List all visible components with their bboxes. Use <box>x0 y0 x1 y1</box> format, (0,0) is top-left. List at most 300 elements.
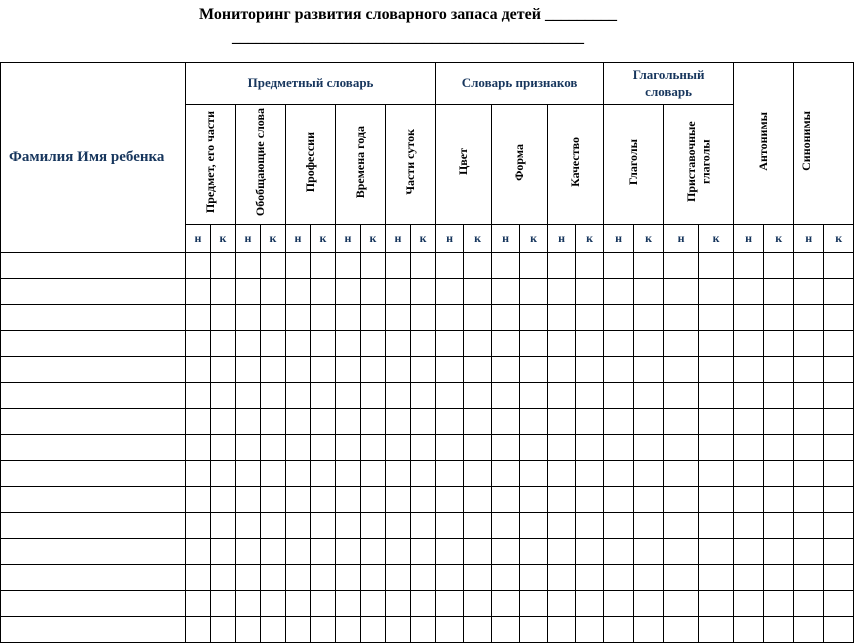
score-cell <box>604 487 634 513</box>
score-cell <box>634 383 664 409</box>
score-cell <box>336 305 361 331</box>
score-cell <box>464 305 492 331</box>
student-name-cell <box>1 591 186 617</box>
score-cell <box>336 357 361 383</box>
score-cell <box>186 253 211 279</box>
score-cell <box>261 435 286 461</box>
score-cell <box>411 487 436 513</box>
score-cell <box>520 253 548 279</box>
score-cell <box>464 409 492 435</box>
marker-n: н <box>604 225 634 253</box>
score-cell <box>664 591 699 617</box>
column-label: Качество <box>568 137 583 187</box>
score-cell <box>211 591 236 617</box>
score-cell <box>824 383 854 409</box>
column-header-prefixed-verbs <box>664 105 734 225</box>
score-cell <box>520 409 548 435</box>
score-cell <box>764 461 794 487</box>
score-cell <box>286 279 311 305</box>
score-cell <box>186 279 211 305</box>
column-header-synonyms-label: Синонимы <box>799 111 814 171</box>
score-cell <box>464 513 492 539</box>
score-cell <box>261 487 286 513</box>
score-cell <box>794 487 824 513</box>
score-cell <box>824 591 854 617</box>
score-cell <box>824 331 854 357</box>
score-cell <box>411 331 436 357</box>
score-cell <box>794 279 824 305</box>
score-cell <box>604 279 634 305</box>
marker-k: к <box>634 225 664 253</box>
column-label: Глаголы <box>626 138 641 186</box>
score-cell <box>464 565 492 591</box>
table-row <box>1 305 854 331</box>
marker-k: к <box>520 225 548 253</box>
score-cell <box>604 331 634 357</box>
score-cell <box>634 565 664 591</box>
score-cell <box>436 305 464 331</box>
score-cell <box>576 383 604 409</box>
score-cell <box>699 305 734 331</box>
score-cell <box>436 409 464 435</box>
score-cell <box>794 253 824 279</box>
score-cell <box>764 357 794 383</box>
score-cell <box>664 331 699 357</box>
student-name-cell <box>1 513 186 539</box>
score-cell <box>286 409 311 435</box>
score-cell <box>604 305 634 331</box>
table-row <box>1 539 854 565</box>
column-header-antonyms <box>734 63 794 225</box>
score-cell <box>604 565 634 591</box>
score-cell <box>520 357 548 383</box>
score-cell <box>211 305 236 331</box>
score-cell <box>464 331 492 357</box>
score-cell <box>604 435 634 461</box>
score-cell <box>548 461 576 487</box>
marker-n: н <box>734 225 764 253</box>
score-cell <box>436 331 464 357</box>
score-cell <box>520 487 548 513</box>
marker-k: к <box>261 225 286 253</box>
score-cell <box>386 383 411 409</box>
score-cell <box>492 617 520 643</box>
score-cell <box>576 409 604 435</box>
student-name-cell <box>1 487 186 513</box>
score-cell <box>436 435 464 461</box>
score-cell <box>548 279 576 305</box>
score-cell <box>436 591 464 617</box>
column-label: Предмет, его части <box>203 110 218 214</box>
score-cell <box>576 461 604 487</box>
score-cell <box>699 383 734 409</box>
score-cell <box>464 461 492 487</box>
column-label: Обобщающие слова <box>253 107 268 217</box>
marker-k: к <box>824 225 854 253</box>
title-blank-line: ____________________________________________ <box>232 29 584 46</box>
score-cell <box>336 409 361 435</box>
score-cell <box>492 331 520 357</box>
score-cell <box>436 513 464 539</box>
score-cell <box>186 331 211 357</box>
score-cell <box>464 539 492 565</box>
score-cell <box>311 409 336 435</box>
score-cell <box>520 279 548 305</box>
score-cell <box>464 487 492 513</box>
marker-k: к <box>764 225 794 253</box>
score-cell <box>361 617 386 643</box>
score-cell <box>336 539 361 565</box>
score-cell <box>286 461 311 487</box>
score-cell <box>634 487 664 513</box>
score-cell <box>236 435 261 461</box>
score-cell <box>824 435 854 461</box>
score-cell <box>236 357 261 383</box>
score-cell <box>464 435 492 461</box>
score-cell <box>311 617 336 643</box>
table-row <box>1 253 854 279</box>
score-cell <box>634 331 664 357</box>
score-cell <box>764 617 794 643</box>
score-cell <box>699 617 734 643</box>
score-cell <box>734 253 764 279</box>
group-header-verb-vocabulary: Глагольный словарь <box>604 63 734 105</box>
score-cell <box>764 513 794 539</box>
score-cell <box>411 617 436 643</box>
name-column-header: Фамилия Имя ребенка <box>1 63 186 253</box>
column-header-verbs <box>604 105 664 225</box>
score-cell <box>361 409 386 435</box>
score-cell <box>436 357 464 383</box>
score-cell <box>576 617 604 643</box>
score-cell <box>361 357 386 383</box>
score-cell <box>361 591 386 617</box>
score-cell <box>236 461 261 487</box>
score-cell <box>824 565 854 591</box>
score-cell <box>794 461 824 487</box>
column-label: Цвет <box>456 148 471 176</box>
score-cell <box>824 409 854 435</box>
score-cell <box>386 305 411 331</box>
score-cell <box>576 279 604 305</box>
score-cell <box>664 539 699 565</box>
score-cell <box>261 565 286 591</box>
score-cell <box>336 383 361 409</box>
score-cell <box>634 617 664 643</box>
table-row <box>1 409 854 435</box>
column-header-quality <box>548 105 604 225</box>
score-cell <box>576 331 604 357</box>
score-cell <box>576 513 604 539</box>
student-name-cell <box>1 305 186 331</box>
score-cell <box>520 617 548 643</box>
score-cell <box>186 591 211 617</box>
score-cell <box>699 487 734 513</box>
score-cell <box>286 513 311 539</box>
score-cell <box>411 539 436 565</box>
score-cell <box>604 461 634 487</box>
score-cell <box>236 617 261 643</box>
score-cell <box>734 539 764 565</box>
score-cell <box>336 565 361 591</box>
score-cell <box>734 383 764 409</box>
score-cell <box>236 305 261 331</box>
score-cell <box>576 487 604 513</box>
marker-n: н <box>286 225 311 253</box>
score-cell <box>261 279 286 305</box>
group-header-attribute-vocabulary: Словарь признаков <box>436 63 604 105</box>
score-cell <box>386 565 411 591</box>
score-cell <box>734 487 764 513</box>
score-cell <box>386 279 411 305</box>
table-row <box>1 435 854 461</box>
score-cell <box>286 435 311 461</box>
score-cell <box>261 513 286 539</box>
score-cell <box>634 279 664 305</box>
score-cell <box>261 253 286 279</box>
score-cell <box>186 409 211 435</box>
marker-k: к <box>576 225 604 253</box>
score-cell <box>548 357 576 383</box>
score-cell <box>794 539 824 565</box>
score-cell <box>794 409 824 435</box>
score-cell <box>464 357 492 383</box>
marker-n: н <box>336 225 361 253</box>
score-cell <box>634 253 664 279</box>
score-cell <box>186 383 211 409</box>
score-cell <box>211 383 236 409</box>
score-cell <box>236 279 261 305</box>
score-cell <box>734 435 764 461</box>
score-cell <box>520 539 548 565</box>
score-cell <box>386 487 411 513</box>
score-cell <box>361 383 386 409</box>
score-cell <box>211 539 236 565</box>
marker-n: н <box>186 225 211 253</box>
student-name-cell <box>1 357 186 383</box>
table-row <box>1 565 854 591</box>
score-cell <box>634 305 664 331</box>
marker-k: к <box>311 225 336 253</box>
student-name-cell <box>1 461 186 487</box>
score-cell <box>236 409 261 435</box>
column-header-color <box>436 105 492 225</box>
table-row <box>1 461 854 487</box>
score-cell <box>664 253 699 279</box>
score-cell <box>436 461 464 487</box>
score-cell <box>824 253 854 279</box>
marker-k: к <box>411 225 436 253</box>
score-cell <box>576 565 604 591</box>
score-cell <box>699 591 734 617</box>
score-cell <box>794 513 824 539</box>
score-cell <box>576 591 604 617</box>
score-cell <box>492 461 520 487</box>
score-cell <box>634 435 664 461</box>
score-cell <box>824 539 854 565</box>
score-cell <box>186 565 211 591</box>
score-cell <box>236 565 261 591</box>
score-cell <box>576 253 604 279</box>
table-row <box>1 513 854 539</box>
score-cell <box>824 461 854 487</box>
marker-n: н <box>436 225 464 253</box>
score-cell <box>464 279 492 305</box>
score-cell <box>236 539 261 565</box>
score-cell <box>520 383 548 409</box>
score-cell <box>261 331 286 357</box>
score-cell <box>261 305 286 331</box>
score-cell <box>520 461 548 487</box>
score-cell <box>386 409 411 435</box>
score-cell <box>634 461 664 487</box>
score-cell <box>520 513 548 539</box>
score-cell <box>361 539 386 565</box>
score-cell <box>211 565 236 591</box>
score-cell <box>311 383 336 409</box>
score-cell <box>261 461 286 487</box>
score-cell <box>211 435 236 461</box>
score-cell <box>699 513 734 539</box>
score-cell <box>361 253 386 279</box>
score-cell <box>548 253 576 279</box>
score-cell <box>699 539 734 565</box>
score-cell <box>664 305 699 331</box>
score-cell <box>361 487 386 513</box>
score-cell <box>492 253 520 279</box>
score-cell <box>336 487 361 513</box>
marker-k: к <box>361 225 386 253</box>
score-cell <box>734 409 764 435</box>
table-row <box>1 487 854 513</box>
score-cell <box>699 435 734 461</box>
score-cell <box>764 565 794 591</box>
score-cell <box>604 409 634 435</box>
score-cell <box>411 513 436 539</box>
score-cell <box>236 331 261 357</box>
score-cell <box>436 617 464 643</box>
score-cell <box>492 513 520 539</box>
score-cell <box>311 331 336 357</box>
page-header <box>0 0 816 62</box>
score-cell <box>286 253 311 279</box>
score-cell <box>764 305 794 331</box>
score-cell <box>236 591 261 617</box>
score-cell <box>699 357 734 383</box>
score-cell <box>261 617 286 643</box>
score-cell <box>386 539 411 565</box>
score-cell <box>548 305 576 331</box>
score-cell <box>261 383 286 409</box>
score-cell <box>824 617 854 643</box>
score-cell <box>492 565 520 591</box>
score-cell <box>604 539 634 565</box>
score-cell <box>211 487 236 513</box>
score-cell <box>186 487 211 513</box>
score-cell <box>311 591 336 617</box>
score-cell <box>764 253 794 279</box>
score-cell <box>794 591 824 617</box>
score-cell <box>604 253 634 279</box>
score-cell <box>286 565 311 591</box>
score-cell <box>186 513 211 539</box>
score-cell <box>604 591 634 617</box>
score-cell <box>436 487 464 513</box>
column-header-seasons <box>336 105 386 225</box>
marker-k: к <box>464 225 492 253</box>
score-cell <box>286 539 311 565</box>
page-title: Мониторинг развития словарного запаса детей _________ <box>199 6 617 23</box>
score-cell <box>634 409 664 435</box>
score-cell <box>604 617 634 643</box>
marker-n: н <box>386 225 411 253</box>
score-cell <box>361 305 386 331</box>
column-header-synonyms <box>794 63 854 225</box>
student-name-cell <box>1 383 186 409</box>
score-cell <box>734 513 764 539</box>
score-cell <box>361 513 386 539</box>
group-header-subject-vocabulary: Предметный словарь <box>186 63 436 105</box>
score-cell <box>764 279 794 305</box>
column-label: Части суток <box>403 129 418 195</box>
score-cell <box>664 357 699 383</box>
score-cell <box>311 513 336 539</box>
column-label: Профессии <box>303 131 318 193</box>
column-header-generalizing-words <box>236 105 286 225</box>
score-cell <box>548 513 576 539</box>
group-header-row <box>1 63 854 105</box>
score-cell <box>411 305 436 331</box>
score-cell <box>634 591 664 617</box>
score-cell <box>186 305 211 331</box>
score-cell <box>211 409 236 435</box>
score-cell <box>548 331 576 357</box>
monitoring-table <box>0 62 854 643</box>
score-cell <box>411 279 436 305</box>
score-cell <box>311 357 336 383</box>
score-cell <box>311 565 336 591</box>
score-cell <box>211 253 236 279</box>
score-cell <box>464 383 492 409</box>
score-cell <box>311 279 336 305</box>
table-row <box>1 331 854 357</box>
score-cell <box>699 409 734 435</box>
score-cell <box>411 435 436 461</box>
score-cell <box>576 435 604 461</box>
score-cell <box>386 591 411 617</box>
score-cell <box>464 591 492 617</box>
score-cell <box>764 383 794 409</box>
score-cell <box>664 487 699 513</box>
score-cell <box>311 487 336 513</box>
score-cell <box>576 539 604 565</box>
score-cell <box>436 253 464 279</box>
score-cell <box>286 357 311 383</box>
score-cell <box>764 409 794 435</box>
score-cell <box>664 409 699 435</box>
score-cell <box>411 461 436 487</box>
score-cell <box>576 305 604 331</box>
score-cell <box>336 279 361 305</box>
marker-n: н <box>794 225 824 253</box>
score-cell <box>261 591 286 617</box>
score-cell <box>261 409 286 435</box>
score-cell <box>211 357 236 383</box>
score-cell <box>186 617 211 643</box>
score-cell <box>336 461 361 487</box>
score-cell <box>764 331 794 357</box>
table-row <box>1 383 854 409</box>
